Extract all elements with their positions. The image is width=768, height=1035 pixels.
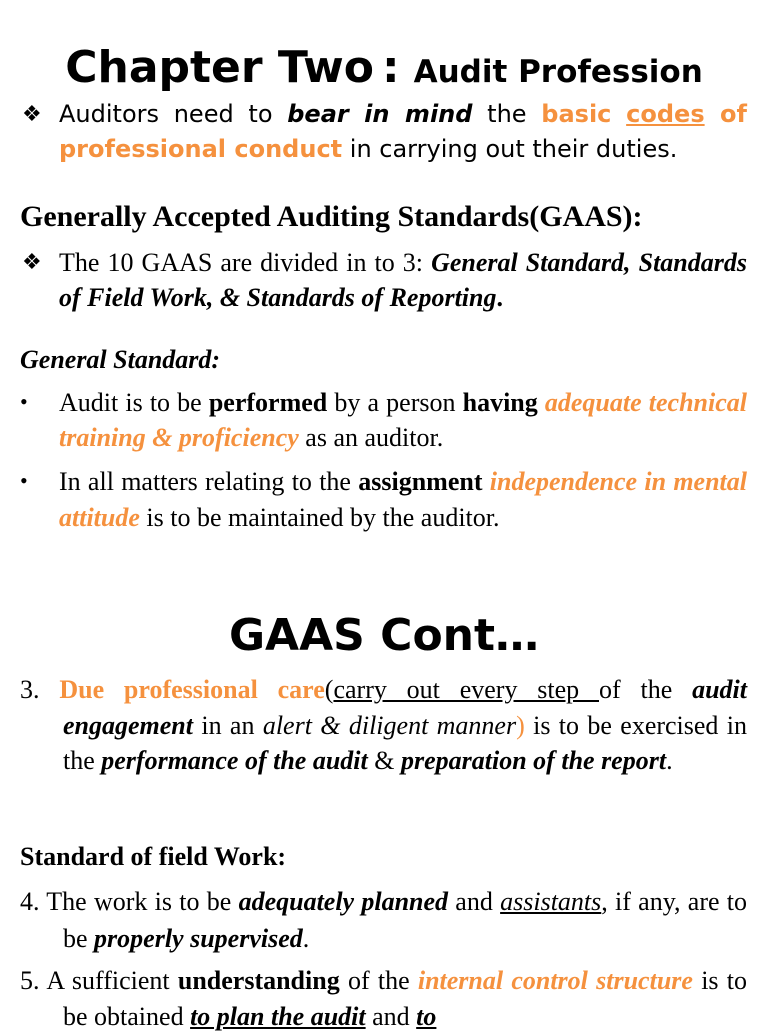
highlight-text: independence in mental attitude bbox=[59, 467, 747, 532]
text-run: of the bbox=[339, 966, 418, 995]
bold-text: assignment bbox=[358, 467, 483, 496]
text-run: . bbox=[302, 924, 310, 953]
underlined-text: carry out every step bbox=[333, 675, 599, 704]
text-run: and bbox=[448, 887, 501, 916]
item-number: 3. bbox=[20, 675, 60, 704]
highlight-text: of professional conduct bbox=[59, 100, 747, 163]
emphasis-text: bear in mind bbox=[287, 100, 473, 128]
title-subtitle: Audit Profession bbox=[413, 54, 703, 90]
text-run: . bbox=[666, 746, 673, 775]
emphasis-text: preparation of the report bbox=[401, 746, 667, 775]
heading-general-standard: General Standard: bbox=[20, 345, 221, 374]
text-run: , if any, are to be bbox=[63, 887, 747, 953]
emphasis-underlined-text: to plan the audit bbox=[190, 1002, 366, 1031]
point-text bbox=[59, 385, 747, 455]
text-run bbox=[611, 100, 626, 128]
item-number: 5. bbox=[20, 966, 47, 995]
bullet-gaas-divisions bbox=[20, 245, 747, 315]
emphasis-text: adequately planned bbox=[238, 887, 449, 916]
heading-gaas: Generally Accepted Auditing Standards(GAAS): bbox=[20, 200, 643, 233]
text-run: in an bbox=[193, 710, 263, 740]
item-internal-control bbox=[20, 963, 747, 1035]
item-due-professional-care bbox=[20, 672, 747, 779]
text-run: The 10 GAAS are divided in to 3: bbox=[59, 248, 432, 277]
highlight-text: internal control structure bbox=[417, 966, 693, 995]
item-number: 4. bbox=[20, 887, 47, 916]
text-run: in carrying out their duties. bbox=[342, 135, 678, 163]
bullet-dot: • bbox=[20, 468, 28, 493]
slide-title bbox=[0, 40, 768, 105]
item-text bbox=[20, 883, 747, 957]
item-text bbox=[20, 963, 747, 1035]
text-run: & bbox=[367, 746, 401, 775]
text-run: A sufficient bbox=[46, 966, 178, 995]
point-technical-training bbox=[20, 385, 747, 455]
text-run: In all matters relating to the bbox=[59, 467, 359, 496]
emphasis-underlined-text: to bbox=[416, 1002, 437, 1031]
point-text bbox=[59, 464, 747, 536]
text-run bbox=[538, 388, 545, 417]
emphasis-text: audit engagement bbox=[63, 675, 747, 740]
diamond-bullet-icon: ❖ bbox=[22, 102, 42, 127]
text-run: by a person bbox=[327, 388, 463, 417]
slide2-title: GAAS Cont… bbox=[228, 610, 540, 661]
bullet-dot: • bbox=[20, 389, 28, 414]
text-run bbox=[483, 467, 490, 496]
text-run: ) bbox=[516, 710, 525, 740]
text-run: The work is to be bbox=[46, 887, 239, 916]
bold-text: performed bbox=[208, 388, 328, 417]
bullet-text bbox=[59, 245, 747, 315]
text-run: as an auditor. bbox=[298, 423, 444, 452]
point-independence bbox=[20, 464, 747, 536]
bullet-professional-conduct bbox=[20, 97, 747, 167]
text-run: . bbox=[496, 283, 503, 312]
highlight-text: Due professional care bbox=[59, 675, 325, 704]
text-run: the bbox=[472, 100, 542, 128]
emphasis-text: performance of the audit bbox=[101, 746, 368, 775]
highlight-text: basic bbox=[541, 100, 612, 128]
text-run: is to be maintained by the auditor. bbox=[139, 503, 500, 532]
heading-field-work: Standard of field Work: bbox=[20, 842, 287, 871]
underlined-text: assistants bbox=[500, 887, 602, 916]
title-main: Chapter Two bbox=[65, 42, 374, 93]
emphasis-text: General Standard, Standards of Field Work, & Standards of Reporting bbox=[59, 248, 747, 312]
text-run: is to be obtained bbox=[63, 966, 747, 1031]
item-planning bbox=[20, 883, 747, 957]
italic-text: alert & diligent manner bbox=[262, 710, 517, 740]
bullet-text bbox=[59, 97, 747, 167]
text-run: Audit is to be bbox=[59, 388, 209, 417]
bold-text: understanding bbox=[177, 966, 340, 995]
title-colon: : bbox=[381, 42, 400, 93]
emphasis-text: properly supervised bbox=[94, 924, 303, 953]
text-run: and bbox=[365, 1002, 417, 1031]
highlight-underlined-text: codes bbox=[626, 100, 705, 128]
text-run: ( bbox=[324, 675, 334, 704]
item-text bbox=[20, 672, 747, 779]
diamond-bullet-icon: ❖ bbox=[22, 250, 42, 275]
text-run: is to be exercised in the bbox=[63, 710, 748, 775]
highlight-text: adequate technical training & proficiency bbox=[59, 388, 747, 452]
text-run: of the bbox=[599, 675, 693, 704]
text-run: Auditors need to bbox=[59, 100, 288, 128]
bold-text: having bbox=[462, 388, 538, 417]
